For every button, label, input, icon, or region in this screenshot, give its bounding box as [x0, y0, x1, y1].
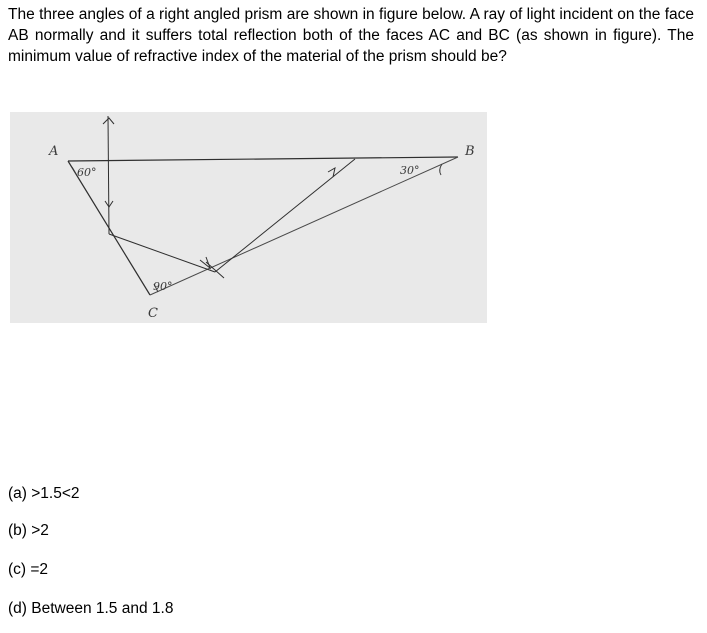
option-d: (d) Between 1.5 and 1.8 — [8, 600, 174, 617]
option-c: (c) =2 — [8, 561, 49, 578]
incident-ray — [108, 116, 109, 234]
vertex-b-label: B — [465, 144, 475, 159]
angle-arc-a — [72, 167, 76, 174]
vertex-a-label: A — [49, 144, 59, 159]
reflected-ray-2 — [215, 159, 355, 272]
prism-diagram — [10, 112, 487, 323]
option-a: (a) >1.5<2 — [8, 485, 80, 502]
face-bc — [150, 157, 458, 295]
question-text: The three angles of a right angled prism are shown in figure below. A ray of light incident on the face AB normally and it suffers total reflection both of the faces AC and BC (as shown in figure). The minimum value of refractive index of the material of the prism should be? — [8, 6, 694, 65]
angle-a-label: 60° — [77, 166, 97, 179]
prism-figure — [10, 112, 487, 323]
option-b: (b) >2 — [8, 522, 49, 539]
angle-arc-b — [440, 164, 442, 175]
angle-b-label: 30° — [400, 164, 420, 177]
angle-c-label: 90° — [153, 280, 173, 293]
vertex-c-label: C — [148, 306, 158, 321]
arrow-mark-3 — [200, 257, 210, 268]
face-ab — [68, 157, 458, 161]
